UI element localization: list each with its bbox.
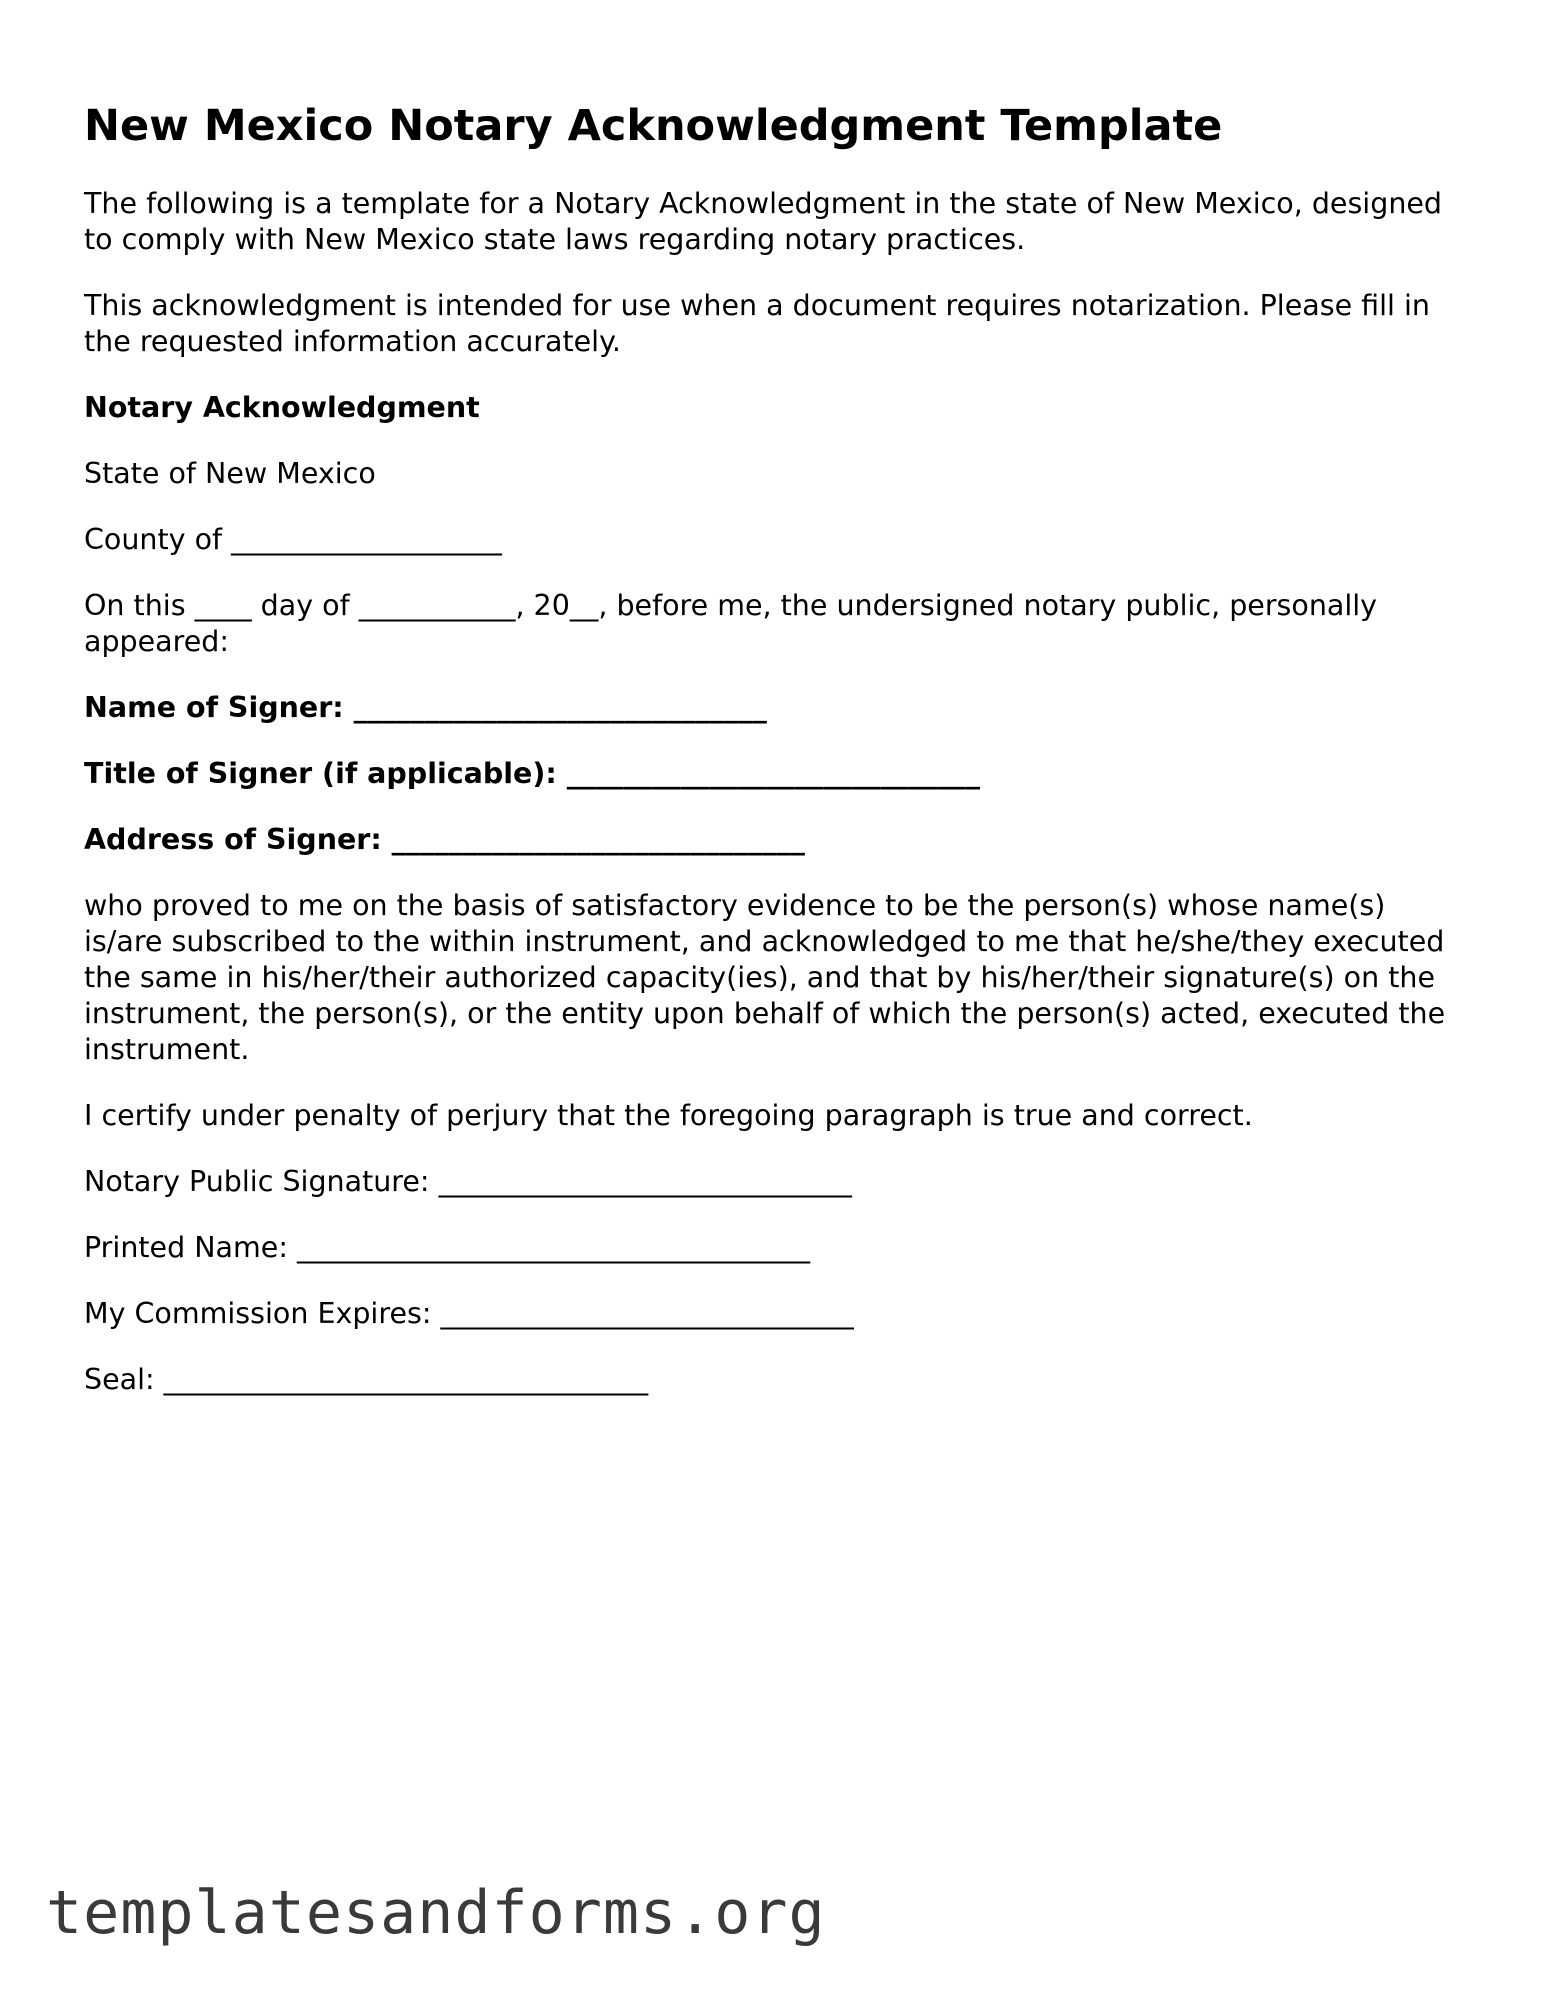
commission-expires-field: My Commission Expires: _____________________________ <box>84 1297 854 1330</box>
intro-paragraph-1: The following is a template for a Notary Acknowledgment in the state of New Mexico, designed to comply with New Mexico state laws regarding notary practices. <box>84 187 1443 256</box>
intro-paragraph-2: This acknowledgment is intended for use when a document requires notarization. Please fill in the requested information accurately. <box>84 289 1430 358</box>
document-title: New Mexico Notary Acknowledgment Template <box>84 101 1223 151</box>
seal-field: Seal: __________________________________ <box>84 1363 649 1396</box>
evidence-paragraph: who proved to me on the basis of satisfactory evidence to be the person(s) whose name(s) is/are subscribed to the within instrument, and acknowledged to me that he/she/they executed the same in his/her/their authorized capacity(ies), and that by his/her/their signature(s) on the instrument, the person(s), or the entity upon behalf of which the person(s) acted, executed the instrument. <box>84 889 1446 1066</box>
document-page <box>84 100 1464 1428</box>
notary-signature-field: Notary Public Signature: _____________________________ <box>84 1165 852 1198</box>
date-line: On this ____ day of ___________, 20__, before me, the undersigned notary public, personally appeared: <box>84 589 1378 658</box>
site-watermark: templatesandforms.org <box>46 1878 826 1948</box>
section-heading: Notary Acknowledgment <box>84 391 480 424</box>
county-line: County of ___________________ <box>84 523 502 556</box>
address-of-signer-field: Address of Signer: _____________________________ <box>84 823 805 856</box>
title-of-signer-field: Title of Signer (if applicable): _____________________________ <box>84 757 980 790</box>
certification-statement: I certify under penalty of perjury that the foregoing paragraph is true and correct. <box>84 1099 1253 1132</box>
name-of-signer-field: Name of Signer: _____________________________ <box>84 691 767 724</box>
printed-name-field: Printed Name: ____________________________________ <box>84 1231 810 1264</box>
state-line: State of New Mexico <box>84 457 376 490</box>
